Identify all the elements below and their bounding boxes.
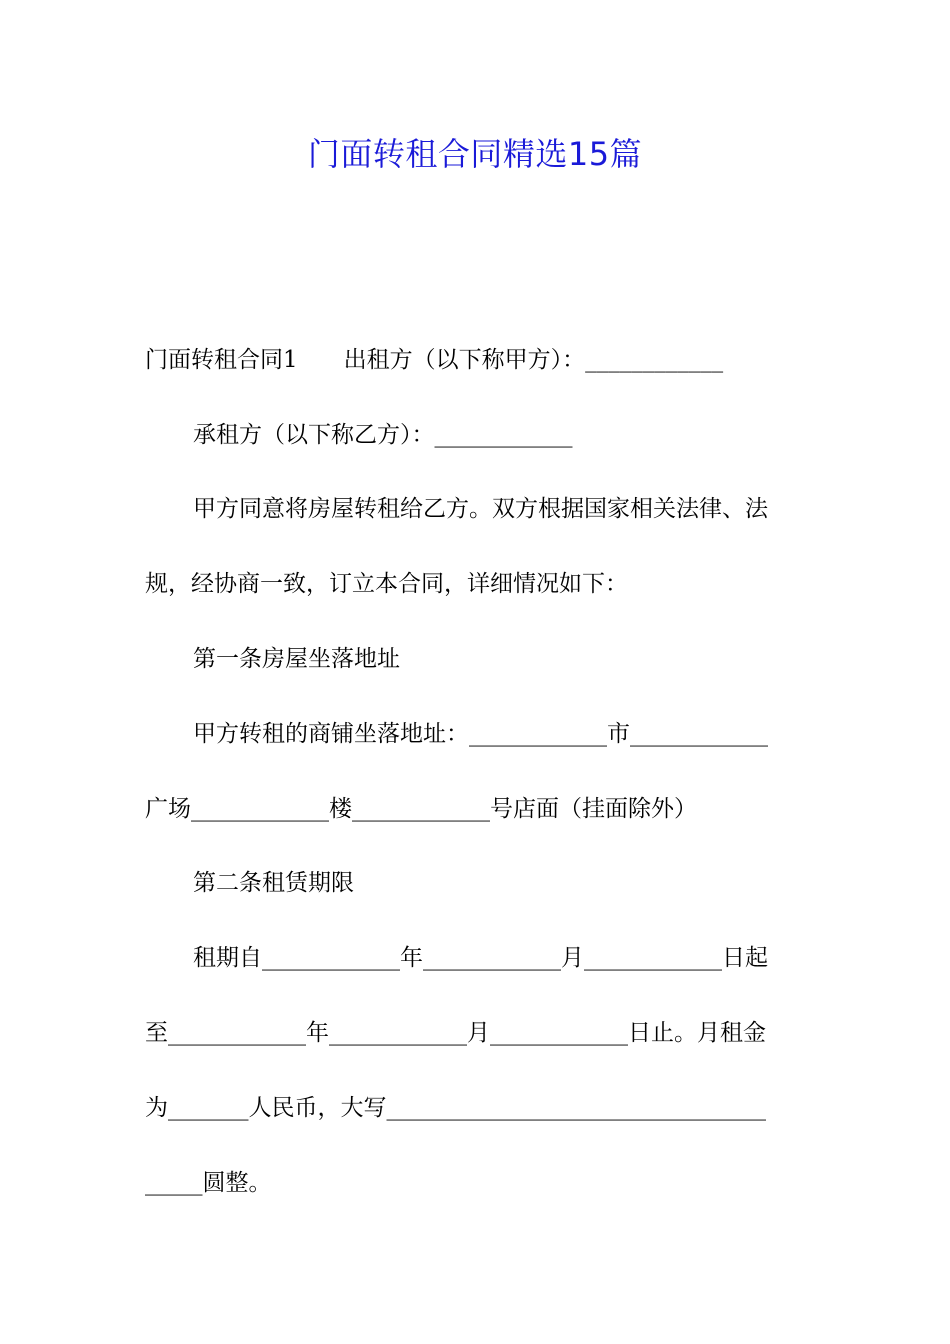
paragraph-line-12: _____圆整。 (145, 1170, 272, 1196)
paragraph-line-6: 甲方转租的商铺坐落地址：____________市____________ (193, 721, 768, 747)
paragraph-line-11: 为_______人民币，大写_________________________________ (145, 1095, 766, 1121)
paragraph-line-7: 广场____________楼____________号店面（挂面除外） (145, 796, 697, 822)
paragraph-line-10: 至____________年____________月____________日止。月租金 (145, 1020, 766, 1046)
article-1-heading: 第一条房屋坐落地址 (193, 646, 400, 672)
paragraph-line-4: 规，经协商一致，订立本合同，详细情况如下： (145, 571, 628, 597)
paragraph-line-2 (193, 415, 813, 455)
lessee-label: 承租方（以下称乙方）： (193, 422, 435, 448)
lessor-blank: ____________ (585, 347, 724, 373)
lessor-label: 出租方（以下称甲方）： (343, 347, 586, 373)
paragraph-line-3: 甲方同意将房屋转租给乙方。双方根据国家相关法律、法 (193, 496, 768, 522)
article-2-heading: 第二条租赁期限 (193, 870, 354, 896)
document-title: 门面转租合同精选15篇 (307, 135, 643, 173)
lessee-blank: ____________ (434, 422, 573, 448)
paragraph-line-9: 租期自____________年____________月____________日起 (193, 945, 768, 971)
paragraph-line-1 (145, 340, 813, 380)
contract-heading: 门面转租合同1 (145, 347, 298, 373)
